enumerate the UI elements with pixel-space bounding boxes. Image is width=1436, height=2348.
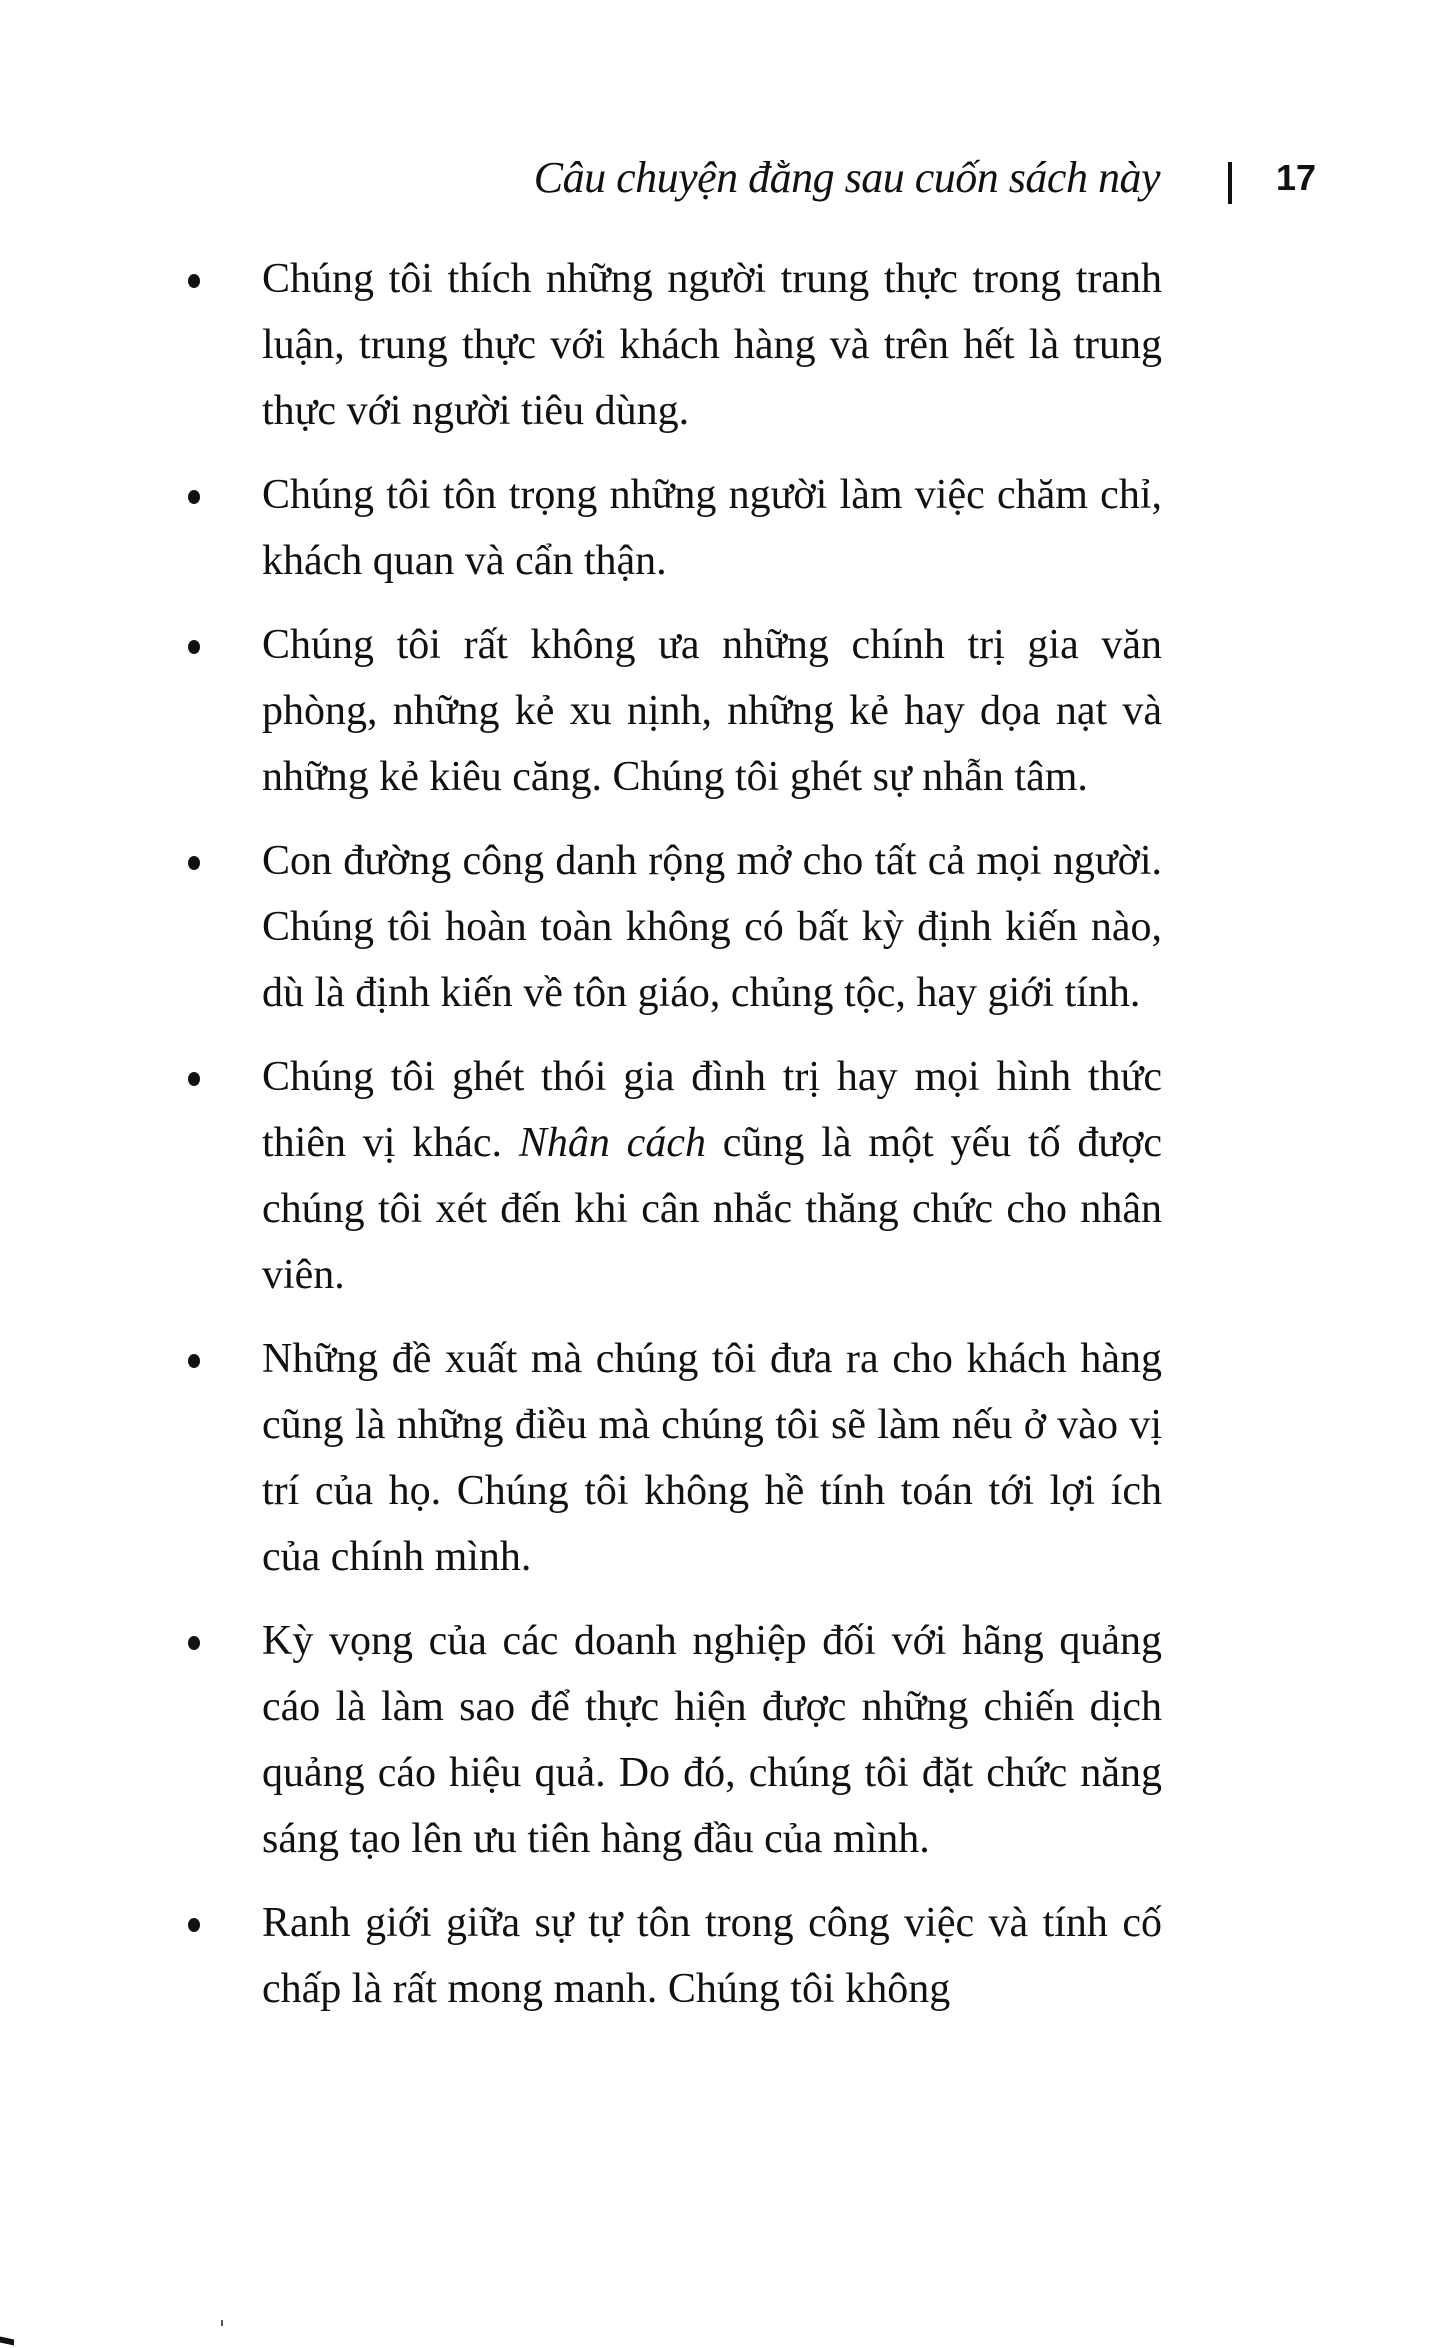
bullet-item xyxy=(0,1608,1162,1872)
bullet-text: Chúng tôi rất không ưa những chính trị gia văn phòng, những kẻ xu nịnh, những kẻ hay dọa nạt và những kẻ kiêu căng. Chúng tôi ghét sự nhẫn tâm. xyxy=(262,622,1162,800)
bullet-icon xyxy=(188,640,200,654)
bullet-icon xyxy=(188,490,200,504)
bullet-item xyxy=(0,1326,1162,1590)
bullet-item xyxy=(0,1044,1162,1308)
bullet-icon xyxy=(188,856,200,870)
bullet-icon xyxy=(188,1354,200,1368)
emphasis-text: Nhân cách xyxy=(518,1120,706,1166)
bullet-text: Con đường công danh rộng mở cho tất cả mọi người. Chúng tôi hoàn toàn không có bất kỳ định kiến nào, dù là định kiến về tôn giáo, chủng tộc, hay giới tính. xyxy=(262,838,1162,1016)
running-header xyxy=(0,148,1436,208)
bullet-item xyxy=(0,1890,1162,2022)
bullet-icon xyxy=(188,1636,200,1650)
bullet-text: Ranh giới giữa sự tự tôn trong công việc và tính cố chấp là rất mong manh. Chúng tôi không xyxy=(262,1900,1162,2012)
bullet-item xyxy=(0,828,1162,1026)
scan-artifact xyxy=(0,2337,14,2346)
bullet-item xyxy=(0,246,1162,444)
bullet-text: Kỳ vọng của các doanh nghiệp đối với hãng quảng cáo là làm sao để thực hiện được những chiến dịch quảng cáo hiệu quả. Do đó, chúng tôi đặt chức năng sáng tạo lên ưu tiên hàng đầu của mình. xyxy=(262,1618,1162,1862)
header-divider xyxy=(1228,162,1232,204)
bullet-list xyxy=(0,246,1436,2040)
chapter-title: Câu chuyện đằng sau cuốn sách này xyxy=(533,153,1160,202)
bullet-text: Những đề xuất mà chúng tôi đưa ra cho khách hàng cũng là những điều mà chúng tôi sẽ làm nếu ở vào vị trí của họ. Chúng tôi không hề tính toán tới lợi ích của chính mình. xyxy=(262,1336,1162,1580)
bullet-icon xyxy=(188,1072,200,1086)
bullet-icon xyxy=(188,274,200,288)
bullet-text-run: Chúng tôi ghét thói gia đình trị hay mọi hình thức thiên vị khác. xyxy=(262,1054,1162,1166)
bullet-icon xyxy=(188,1918,200,1932)
page-number: 17 xyxy=(1276,157,1317,198)
bullet-text: Chúng tôi thích những người trung thực trong tranh luận, trung thực với khách hàng và trên hết là trung thực với người tiêu dùng. xyxy=(262,256,1162,434)
bullet-text xyxy=(262,1054,1162,1298)
bullet-item xyxy=(0,462,1162,594)
bullet-text: Chúng tôi tôn trọng những người làm việc chăm chỉ, khách quan và cẩn thận. xyxy=(262,472,1162,584)
bullet-item xyxy=(0,612,1162,810)
scan-artifact xyxy=(221,2320,223,2326)
bullet-text-run: cũng là một yếu tố được chúng tôi xét đến khi cân nhắc thăng chức cho nhân viên. xyxy=(262,1120,1163,1298)
